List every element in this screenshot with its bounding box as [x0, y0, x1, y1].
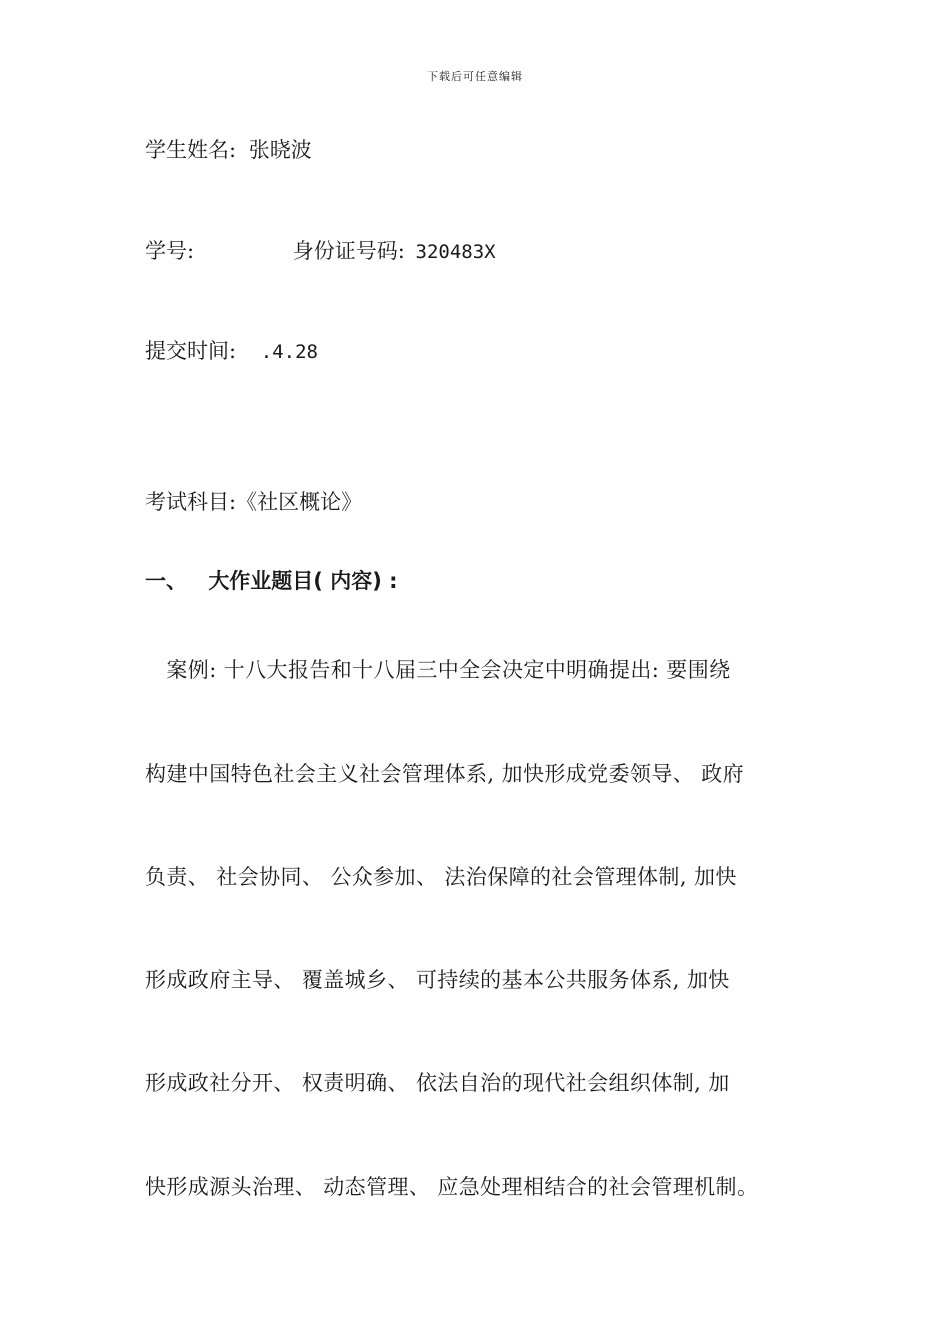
student-name-label: 学生姓名: — [145, 138, 237, 162]
submit-time-label: 提交时间: — [145, 339, 237, 363]
section-title: 大作业题目( 内容) : — [208, 569, 398, 593]
student-id-line — [145, 241, 496, 262]
student-name-line — [145, 140, 312, 161]
submit-time-line — [145, 341, 318, 362]
body-line-2: 构建中国特色社会主义社会管理体系, 加快形成党委领导、 政府 — [145, 762, 745, 786]
page-header-note: 下载后可任意编辑 — [427, 70, 523, 83]
body-line-1: 案例: 十八大报告和十八届三中全会决定中明确提出: 要围绕 — [145, 658, 731, 682]
student-id-label: 学号: — [145, 239, 195, 263]
student-name-value: 张晓波 — [248, 138, 312, 162]
id-card-label: 身份证号码: — [292, 239, 405, 263]
section-number: 一、 — [145, 569, 187, 593]
body-line-5: 形成政社分开、 权责明确、 依法自治的现代社会组织体制, 加 — [145, 1071, 730, 1095]
section-heading — [145, 571, 398, 592]
subject-label: 考试科目: — [145, 490, 237, 514]
body-line-3: 负责、 社会协同、 公众参加、 法治保障的社会管理体制, 加快 — [145, 865, 737, 889]
subject-value: 《社区概论》 — [236, 490, 363, 514]
submit-time-value: .4.28 — [260, 341, 318, 363]
id-card-value: 320483X — [415, 241, 496, 263]
body-line-6: 快形成源头治理、 动态管理、 应急处理相结合的社会管理机制。 — [145, 1175, 759, 1199]
body-line-4: 形成政府主导、 覆盖城乡、 可持续的基本公共服务体系, 加快 — [145, 968, 730, 992]
subject-line — [145, 492, 362, 513]
